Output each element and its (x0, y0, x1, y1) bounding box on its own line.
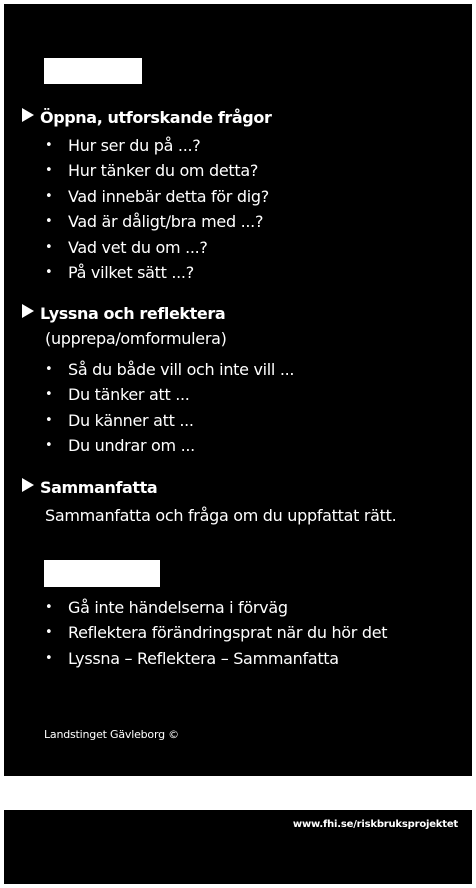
list-item: • Lyssna – Reflektera – Sammanfatta (45, 646, 387, 671)
section-text: Sammanfatta och fråga om du uppfattat rätt. (45, 506, 397, 525)
card (4, 4, 472, 776)
heading-text: Sammanfatta (40, 478, 158, 497)
bullet: • (45, 239, 53, 255)
footer-url: www.fhi.se/riskbruksprojektet (292, 819, 458, 830)
list-item: • Vad är dåligt/bra med ...? (45, 209, 269, 234)
bullet: • (45, 600, 53, 615)
triangle-arrow-icon (22, 478, 34, 492)
bullet: • (45, 412, 53, 428)
blank-label-box (44, 58, 142, 84)
list-item: • Så du både vill och inte vill ... (45, 357, 294, 382)
heading-text: Lyssna och reflektera (40, 304, 226, 323)
section-subtitle: (upprepa/omformulera) (45, 329, 227, 348)
bullet: • (45, 188, 53, 204)
list-item: • Reflektera förändringsprat när du hör det (45, 620, 387, 645)
bullet: • (45, 387, 53, 403)
bullet: • (45, 214, 53, 230)
bullet: • (45, 264, 53, 280)
section-heading-listen-reflect (22, 304, 225, 323)
section-heading-open-questions (22, 108, 271, 127)
blank-label-box (44, 560, 160, 587)
triangle-arrow-icon (22, 304, 34, 318)
list-item: • Vad innebär detta för dig? (45, 184, 269, 209)
bullet: • (45, 163, 53, 179)
list-item: • Gå inte händelserna i förväg (45, 595, 387, 620)
open-questions-list (45, 133, 269, 285)
triangle-arrow-icon (22, 108, 34, 122)
footer-bar (4, 810, 472, 884)
list-item: • Hur ser du på ...? (45, 133, 269, 158)
listen-reflect-list (45, 357, 294, 459)
bullet: • (45, 438, 53, 454)
list-item: • På vilket sätt ...? (45, 260, 269, 285)
bullet: • (45, 625, 53, 641)
bullet: • (45, 362, 53, 377)
tips-list (45, 595, 387, 671)
list-item: • Du undrar om ... (45, 433, 294, 458)
list-item: • Hur tänker du om detta? (45, 158, 269, 183)
list-item: • Du tänker att ... (45, 382, 294, 407)
list-item: • Du känner att ... (45, 408, 294, 433)
bullet: • (45, 138, 53, 153)
section-heading-summarize (22, 478, 157, 497)
list-item: • Vad vet du om ...? (45, 235, 269, 260)
copyright-text: Landstinget Gävleborg © (44, 728, 179, 741)
bullet: • (45, 650, 53, 666)
heading-text: Öppna, utforskande frågor (40, 108, 272, 127)
